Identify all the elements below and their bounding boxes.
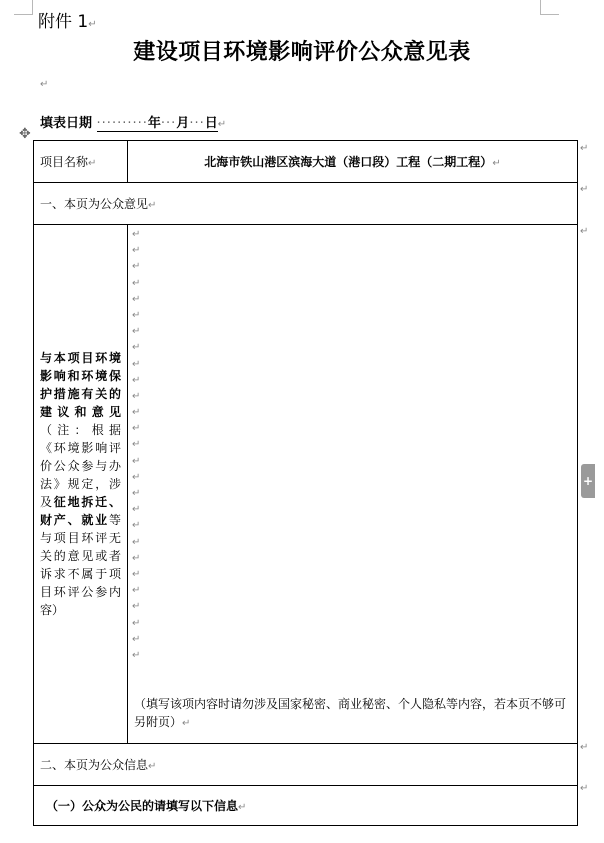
opinion-label-bold: 与本项目环境影响和环境保护措施有关的建议和意见 xyxy=(40,351,121,419)
paragraph-mark: ↵ xyxy=(132,245,141,257)
page-title xyxy=(0,35,604,66)
paragraph-mark: ↵ xyxy=(132,309,141,321)
fill-date-label: 填表日期 xyxy=(40,116,93,131)
table-row-sub1 xyxy=(34,786,578,826)
paragraph-mark: ↵ xyxy=(132,649,141,661)
paragraph-mark: ↵ xyxy=(132,617,141,629)
project-name-cell: 北海市铁山港区滨海大道（港口段）工程（二期工程）↵ xyxy=(128,141,578,183)
row-end-mark: ↵ xyxy=(580,143,589,154)
date-blank-year[interactable]: ··········年···月···日 xyxy=(97,112,218,132)
opinion-writing-area[interactable] xyxy=(128,225,578,744)
title-text: 建设项目环境影响评价公众意见表 xyxy=(133,40,471,65)
opinion-form-table xyxy=(33,140,578,826)
add-row-tab[interactable]: + xyxy=(581,464,595,498)
paragraph-mark: ↵ xyxy=(132,536,141,548)
paragraph-mark: ↵ xyxy=(132,552,141,564)
month-label: 月 xyxy=(176,116,190,131)
opinion-note-text: （注：根据《环境影响评价公众参与办法》规定，涉及 xyxy=(40,423,121,509)
paragraph-mark: ↵ xyxy=(132,455,141,467)
table-row-section2 xyxy=(34,744,578,786)
paragraph-mark: ↵ xyxy=(132,520,141,532)
fill-date-line xyxy=(40,112,226,132)
section1-heading: 一、本页为公众意见↵ xyxy=(34,183,578,225)
row-end-mark: ↵ xyxy=(580,742,589,753)
opinion-note-bold: 征地拆迁、财产、就业 xyxy=(40,495,121,527)
paragraph-mark: ↵ xyxy=(132,568,141,580)
paragraph-mark: ↵ xyxy=(132,471,141,483)
paragraph-mark: ↵ xyxy=(132,407,141,419)
section2-heading: 二、本页为公众信息↵ xyxy=(34,744,578,786)
paragraph-mark: ↵ xyxy=(132,601,141,613)
table-row-project xyxy=(34,141,578,183)
project-label-cell: 项目名称↵ xyxy=(34,141,128,183)
row-end-mark: ↵ xyxy=(580,184,589,195)
row-end-mark: ↵ xyxy=(580,226,589,237)
blank-lines xyxy=(132,227,573,664)
page-corner-mark-left xyxy=(14,0,33,15)
paragraph-mark: ↵ xyxy=(132,374,141,386)
table-row-opinion xyxy=(34,225,578,744)
table-row-section1 xyxy=(34,183,578,225)
paragraph-mark: ↵ xyxy=(132,633,141,645)
paragraph-mark: ↵ xyxy=(40,79,49,90)
paragraph-mark: ↵ xyxy=(217,119,227,130)
paragraph-mark: ↵ xyxy=(132,277,141,289)
paragraph-mark: ↵ xyxy=(132,439,141,451)
paragraph-mark: ↵ xyxy=(132,585,141,597)
paragraph-mark: ↵ xyxy=(132,293,141,305)
paragraph-mark: ↵ xyxy=(88,19,97,30)
paragraph-mark: ↵ xyxy=(132,326,141,338)
paragraph-mark: ↵ xyxy=(132,229,141,240)
paragraph-mark: ↵ xyxy=(132,423,141,435)
opinion-note: （填写该项内容时请勿涉及国家秘密、商业秘密、个人隐私等内容，若本页不够可另附页）↵ xyxy=(134,697,567,729)
paragraph-mark: ↵ xyxy=(132,261,141,273)
row-end-mark: ↵ xyxy=(580,783,589,794)
sub1-heading: （一）公众为公民的请填写以下信息↵ xyxy=(34,786,578,826)
paragraph-mark: ↵ xyxy=(132,390,141,402)
opinion-label-cell xyxy=(34,225,128,744)
attachment-text: 附件 1 xyxy=(38,12,89,32)
attachment-label xyxy=(38,7,97,32)
page-corner-mark-right xyxy=(540,0,559,15)
paragraph-mark: ↵ xyxy=(132,358,141,370)
paragraph-mark: ↵ xyxy=(132,504,141,516)
opinion-note-tail: 等与项目环评无关的意见或者诉求不属于项目环评公参内容） xyxy=(40,513,121,617)
day-label: 日 xyxy=(204,116,218,131)
paragraph-mark: ↵ xyxy=(132,488,141,499)
paragraph-mark: ↵ xyxy=(132,342,141,354)
table-move-handle-icon[interactable]: ✥ xyxy=(19,126,31,142)
year-label: 年 xyxy=(147,116,161,131)
